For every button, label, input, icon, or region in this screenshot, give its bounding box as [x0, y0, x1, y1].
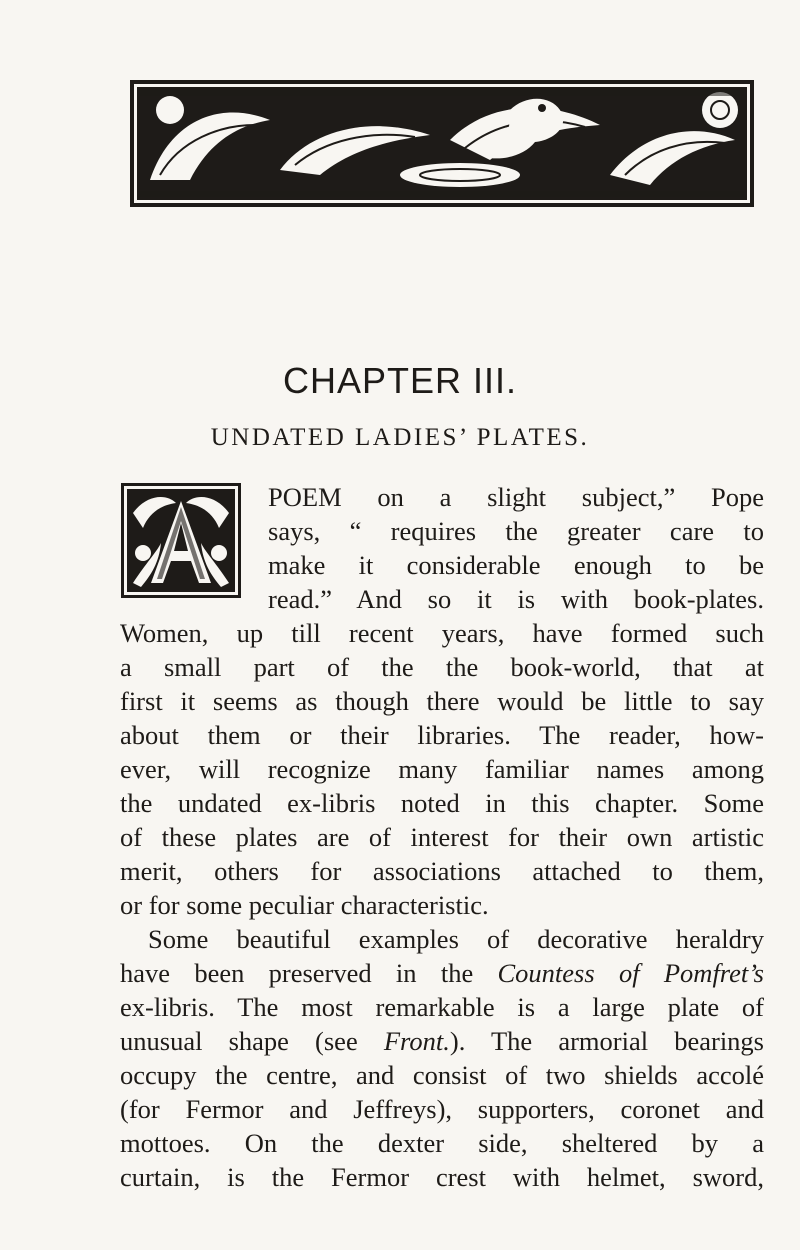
text-line-1: POEM on a slight subject,” Pope: [268, 482, 764, 512]
text-line-6: a small part of the the book-world, that at: [120, 652, 764, 682]
text-line-9: ever, will recognize many familiar names among: [120, 754, 764, 784]
text-line-20: mottoes. On the dexter side, sheltered by a: [120, 1128, 764, 1158]
text-line-17-before: unusual shape (see: [120, 1026, 384, 1056]
text-line-16: ex-libris. The most remarkable is a large plate of: [120, 992, 764, 1022]
text-line-19: (for Fermor and Jeffreys), supporters, coronet and: [120, 1094, 764, 1124]
text-line-4: read.” And so it is with book-plates.: [268, 584, 764, 614]
section-title: UNDATED LADIES’ PLATES.: [210, 424, 590, 451]
text-line-14: Some beautiful examples of decorative heraldry: [148, 924, 764, 954]
ornamental-drop-cap-image: [121, 483, 241, 598]
text-line-8: about them or their libraries. The reader, how-: [120, 720, 764, 750]
text-line-15: [120, 956, 764, 990]
italic-countess-of-pomfret: Countess of Pomfret’s: [497, 958, 764, 988]
text-line-17-after: ). The armorial bearings: [449, 1026, 764, 1056]
text-line-17: [120, 1024, 764, 1058]
italic-front: Front.: [383, 1026, 450, 1056]
text-line-2: says, “ requires the greater care to: [268, 516, 764, 546]
text-line-12: merit, others for associations attached to them,: [120, 856, 764, 886]
chapter-title: CHAPTER III.: [282, 360, 518, 401]
text-line-11: of these plates are of interest for their own artistic: [120, 822, 764, 852]
text-line-5: Women, up till recent years, have formed such: [120, 618, 764, 648]
text-line-10: the undated ex-libris noted in this chapter. Some: [120, 788, 764, 818]
text-line-18: occupy the centre, and consist of two shields accolé: [120, 1060, 764, 1090]
text-line-21: curtain, is the Fermor crest with helmet, sword,: [120, 1162, 764, 1192]
text-line-13: or for some peculiar characteristic.: [120, 890, 489, 920]
text-line-3: make it considerable enough to be: [268, 550, 764, 580]
text-line-15-before: have been preserved in the: [120, 958, 498, 988]
text-line-7: first it seems as though there would be little to say: [120, 686, 764, 716]
ornamental-headpiece-image: [130, 80, 754, 207]
